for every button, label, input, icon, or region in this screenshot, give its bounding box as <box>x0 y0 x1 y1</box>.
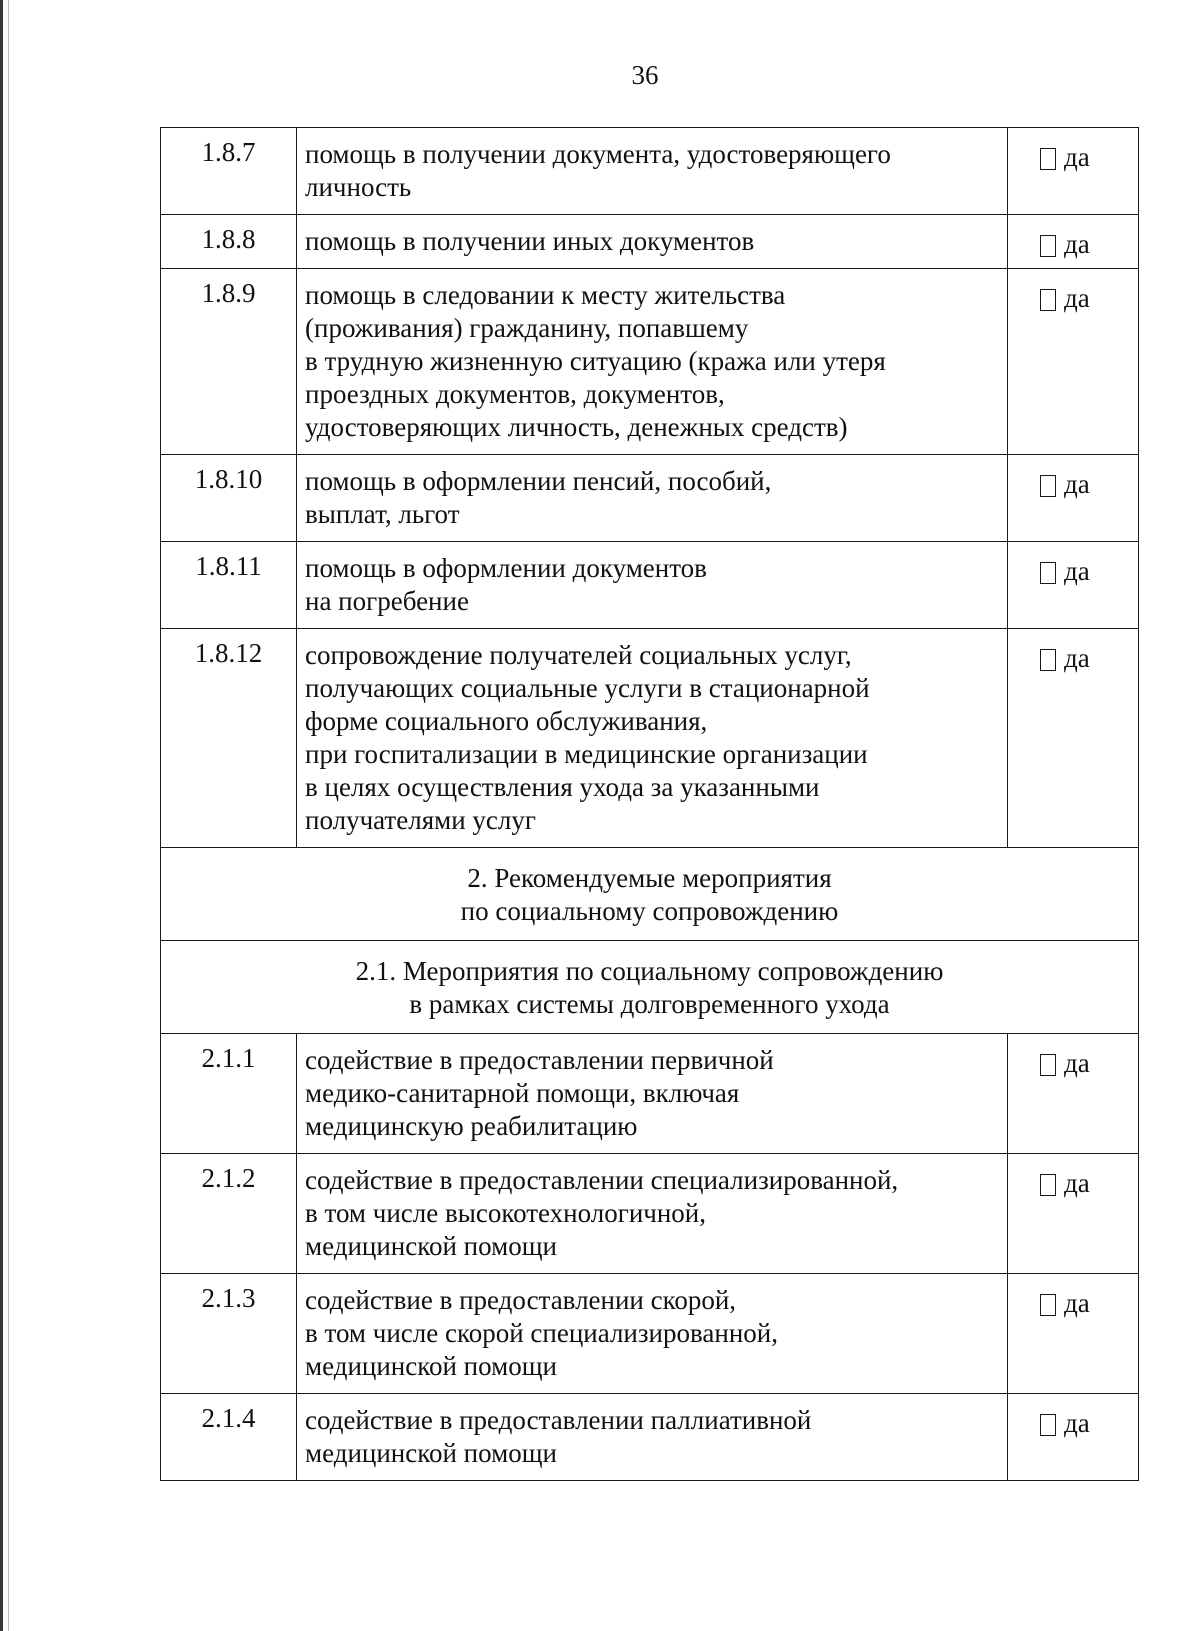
section-heading-line: по социальному сопровождению <box>460 896 839 926</box>
yes-checkbox[interactable] <box>1040 1054 1056 1076</box>
answer-cell <box>1008 1394 1139 1481</box>
yes-checkbox[interactable] <box>1040 289 1056 311</box>
item-description-line: помощь в следовании к месту жительства <box>305 280 786 310</box>
item-description-line: помощь в оформлении пенсий, пособий, <box>305 466 772 496</box>
item-number: 1.8.9 <box>161 269 297 455</box>
answer-cell <box>1008 629 1139 848</box>
yes-checkbox-label: да <box>1064 1408 1090 1438</box>
section-heading-line: в рамках системы долговременного ухода <box>409 989 890 1019</box>
item-description-line: содействие в предоставлении первичной <box>305 1045 774 1075</box>
service-row <box>161 629 1139 848</box>
item-description-line: содействие в предоставлении паллиативной <box>305 1405 812 1435</box>
item-description-line: удостоверяющих личность, денежных средств) <box>305 412 848 442</box>
item-description-line: медицинской помощи <box>305 1231 557 1261</box>
yes-checkbox-label: да <box>1064 1288 1090 1318</box>
item-description <box>297 1394 1008 1481</box>
yes-checkbox[interactable] <box>1040 1414 1056 1436</box>
item-description-line: медицинской помощи <box>305 1351 557 1381</box>
item-description <box>297 1274 1008 1394</box>
item-description-line: в том числе высокотехнологичной, <box>305 1198 706 1228</box>
section-heading-line: 2. Рекомендуемые мероприятия <box>467 863 832 893</box>
item-description-line: содействие в предоставлении специализированной, <box>305 1165 899 1195</box>
item-description <box>297 128 1008 215</box>
section-heading <box>161 941 1139 1034</box>
answer-cell <box>1008 269 1139 455</box>
yes-checkbox-label: да <box>1064 469 1090 499</box>
item-number: 1.8.8 <box>161 215 297 269</box>
item-description-line: получателями услуг <box>305 805 536 835</box>
section-header-row <box>161 941 1139 1034</box>
item-number: 1.8.12 <box>161 629 297 848</box>
service-row <box>161 215 1139 269</box>
yes-checkbox[interactable] <box>1040 649 1056 671</box>
item-description <box>297 542 1008 629</box>
item-description-line: медицинскую реабилитацию <box>305 1111 638 1141</box>
item-description-line: (проживания) гражданину, попавшему <box>305 313 749 343</box>
service-row <box>161 1034 1139 1154</box>
services-table <box>160 127 1139 1481</box>
item-number: 1.8.11 <box>161 542 297 629</box>
yes-checkbox-label: да <box>1064 229 1090 259</box>
yes-checkbox-label: да <box>1064 1048 1090 1078</box>
answer-cell <box>1008 542 1139 629</box>
page-number: 36 <box>631 60 659 90</box>
item-description-line: получающих социальные услуги в стационарной <box>305 673 870 703</box>
item-number: 1.8.7 <box>161 128 297 215</box>
service-row <box>161 542 1139 629</box>
service-row <box>161 269 1139 455</box>
item-description <box>297 269 1008 455</box>
item-description-line: медико-санитарной помощи, включая <box>305 1078 740 1108</box>
item-description-line: помощь в получении иных документов <box>305 226 755 256</box>
item-description-line: помощь в получении документа, удостоверяющего <box>305 139 891 169</box>
yes-checkbox[interactable] <box>1040 148 1056 170</box>
item-description-line: в целях осуществления ухода за указанными <box>305 772 820 802</box>
yes-checkbox-label: да <box>1064 643 1090 673</box>
item-description <box>297 629 1008 848</box>
item-number: 2.1.4 <box>161 1394 297 1481</box>
item-description-line: личность <box>305 172 412 202</box>
yes-checkbox-label: да <box>1064 142 1090 172</box>
item-description <box>297 455 1008 542</box>
item-description-line: содействие в предоставлении скорой, <box>305 1285 737 1315</box>
item-description <box>297 215 1008 269</box>
section-heading <box>161 848 1139 941</box>
answer-cell <box>1008 1034 1139 1154</box>
service-row <box>161 1394 1139 1481</box>
yes-checkbox[interactable] <box>1040 1174 1056 1196</box>
item-number: 2.1.1 <box>161 1034 297 1154</box>
yes-checkbox[interactable] <box>1040 235 1056 257</box>
yes-checkbox[interactable] <box>1040 475 1056 497</box>
yes-checkbox-label: да <box>1064 556 1090 586</box>
item-description-line: сопровождение получателей социальных услуг, <box>305 640 852 670</box>
yes-checkbox-label: да <box>1064 283 1090 313</box>
item-number: 1.8.10 <box>161 455 297 542</box>
item-description <box>297 1154 1008 1274</box>
service-row <box>161 1274 1139 1394</box>
scan-left-edge <box>0 0 3 1631</box>
item-description-line: медицинской помощи <box>305 1438 557 1468</box>
answer-cell <box>1008 128 1139 215</box>
item-number: 2.1.2 <box>161 1154 297 1274</box>
item-description-line: в трудную жизненную ситуацию (кража или утеря <box>305 346 886 376</box>
item-description-line: выплат, льгот <box>305 499 460 529</box>
item-description-line: проездных документов, документов, <box>305 379 725 409</box>
item-description-line: при госпитализации в медицинские организации <box>305 739 868 769</box>
yes-checkbox[interactable] <box>1040 562 1056 584</box>
item-description-line: в том числе скорой специализированной, <box>305 1318 778 1348</box>
answer-cell <box>1008 455 1139 542</box>
answer-cell <box>1008 215 1139 269</box>
item-description-line: форме социального обслуживания, <box>305 706 708 736</box>
service-row <box>161 128 1139 215</box>
scan-left-edge-shadow <box>8 0 9 1631</box>
section-heading-line: 2.1. Мероприятия по социальному сопровождению <box>355 956 944 986</box>
service-row <box>161 1154 1139 1274</box>
yes-checkbox[interactable] <box>1040 1294 1056 1316</box>
item-number: 2.1.3 <box>161 1274 297 1394</box>
item-description-line: помощь в оформлении документов <box>305 553 707 583</box>
item-description-line: на погребение <box>305 586 469 616</box>
item-description <box>297 1034 1008 1154</box>
section-header-row <box>161 848 1139 941</box>
answer-cell <box>1008 1274 1139 1394</box>
service-row <box>161 455 1139 542</box>
services-table-body <box>161 128 1139 1481</box>
yes-checkbox-label: да <box>1064 1168 1090 1198</box>
answer-cell <box>1008 1154 1139 1274</box>
